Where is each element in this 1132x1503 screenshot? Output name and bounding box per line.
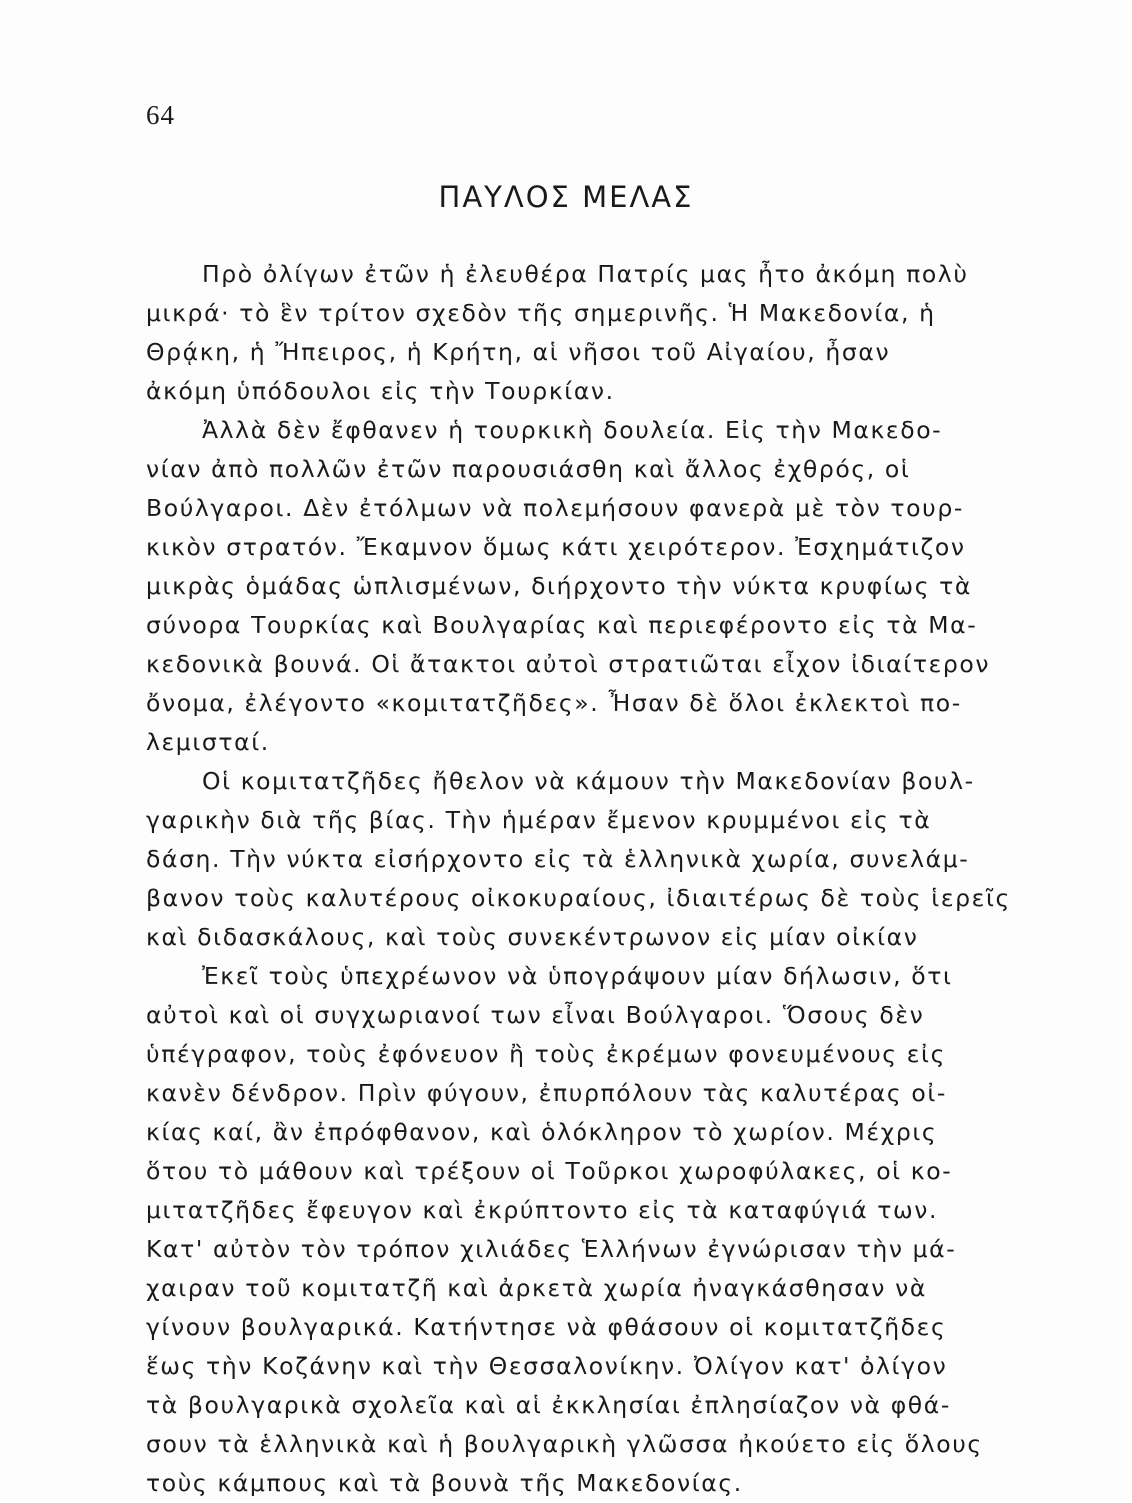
- text-line: Ἀλλὰ δὲν ἔφθανεν ἡ τουρκικὴ δουλεία. Εἰς τὴν Μακεδο-: [202, 416, 943, 444]
- text-line: μικρὰς ὁμάδας ὡπλισμένων, διήρχοντο τὴν νύκτα κρυφίως τὰ: [146, 572, 973, 600]
- text-line: αὐτοὶ καὶ οἱ συγχωριανοί των εἶναι Βούλγαροι. Ὅσους δὲν: [146, 1001, 925, 1029]
- text-line: Ἐκεῖ τοὺς ὑπεχρέωνον νὰ ὑπογράψουν μίαν δήλωσιν, ὅτι: [202, 962, 953, 990]
- text-line: ὑπέγραφον, τοὺς ἐφόνευον ἢ τοὺς ἐκρέμων φονευμένους εἰς: [146, 1040, 946, 1068]
- text-line: νίαν ἀπὸ πολλῶν ἐτῶν παρουσιάσθη καὶ ἄλλος ἐχθρός, οἱ: [146, 455, 911, 483]
- text-line: τὰ βουλγαρικὰ σχολεῖα καὶ αἱ ἐκκλησίαι ἐπλησίαζον νὰ φθά-: [146, 1391, 951, 1419]
- text-line: βανον τοὺς καλυτέρους οἰκοκυραίους, ἰδιαιτέρως δὲ τοὺς ἱερεῖς: [146, 884, 1011, 912]
- text-line: Βούλγαροι. Δὲν ἐτόλμων νὰ πολεμήσουν φανερὰ μὲ τὸν τουρ-: [146, 494, 964, 522]
- text-line: Πρὸ ὀλίγων ἐτῶν ἡ ἐλευθέρα Πατρίς μας ἦτο ἀκόμη πολὺ: [202, 260, 969, 288]
- text-line: δάση. Τὴν νύκτα εἰσήρχοντο εἰς τὰ ἑλληνικὰ χωρία, συνελάμ-: [146, 845, 970, 873]
- body-text: [146, 255, 1096, 1503]
- text-line: ἕως τὴν Κοζάνην καὶ τὴν Θεσσαλονίκην. Ὀλίγον κατ' ὀλίγον: [146, 1352, 948, 1380]
- text-line: σουν τὰ ἑλληνικὰ καὶ ἡ βουλγαρικὴ γλῶσσα ἠκούετο εἰς ὅλους: [146, 1430, 983, 1458]
- text-line: ἀκόμη ὑπόδουλοι εἰς τὴν Τουρκίαν.: [146, 377, 615, 405]
- text-line: γίνουν βουλγαρικά. Κατήντησε νὰ φθάσουν οἱ κομιτατζῆδες: [146, 1313, 947, 1341]
- text-line: χαιραν τοῦ κομιτατζῆ καὶ ἀρκετὰ χωρία ἠναγκάσθησαν νὰ: [146, 1274, 927, 1302]
- text-line: κικὸν στρατόν. Ἔκαμνον ὅμως κάτι χειρότερον. Ἐσχημάτιζον: [146, 533, 966, 561]
- text-line: κεδονικὰ βουνά. Οἱ ἄτακτοι αὐτοὶ στρατιῶται εἶχον ἰδιαίτερον: [146, 650, 991, 678]
- text-line: τοὺς κάμπους καὶ τὰ βουνὰ τῆς Μακεδονίας.: [146, 1469, 743, 1497]
- text-line: σύνορα Τουρκίας καὶ Βουλγαρίας καὶ περιεφέροντο εἰς τὰ Μα-: [146, 611, 978, 639]
- chapter-title: ΠΑΥΛΟΣ ΜΕΛΑΣ: [438, 180, 694, 214]
- text-line: γαρικὴν διὰ τῆς βίας. Τὴν ἡμέραν ἔμενον κρυμμένοι εἰς τὰ: [146, 806, 932, 834]
- text-line: Οἱ κομιτατζῆδες ἤθελον νὰ κάμουν τὴν Μακεδονίαν βουλ-: [202, 767, 975, 795]
- text-line: Θρᾴκη, ἡ Ἤπειρος, ἡ Κρήτη, αἱ νῆσοι τοῦ Αἰγαίου, ἦσαν: [146, 338, 891, 366]
- text-line: ὅτου τὸ μάθουν καὶ τρέξουν οἱ Τοῦρκοι χωροφύλακες, οἱ κο-: [146, 1157, 953, 1185]
- text-line: καὶ διδασκάλους, καὶ τοὺς συνεκέντρωνον εἰς μίαν οἰκίαν: [146, 923, 919, 951]
- text-line: κανὲν δένδρον. Πρὶν φύγουν, ἐπυρπόλουν τὰς καλυτέρας οἰ-: [146, 1079, 947, 1107]
- text-line: ὄνομα, ἐλέγοντο «κομιτατζῆδες». Ἦσαν δὲ ὅλοι ἐκλεκτοὶ πο-: [146, 689, 962, 717]
- text-line: λεμισταί.: [146, 728, 270, 756]
- text-line: Κατ' αὐτὸν τὸν τρόπον χιλιάδες Ἑλλήνων ἐγνώρισαν τὴν μά-: [146, 1235, 957, 1263]
- text-line: μιτατζῆδες ἔφευγον καὶ ἐκρύπτοντο εἰς τὰ καταφύγιά των.: [146, 1196, 939, 1224]
- text-line: κίας καί, ἂν ἐπρόφθανον, καὶ ὁλόκληρον τὸ χωρίον. Μέχρις: [146, 1118, 938, 1146]
- text-line: μικρά· τὸ ἓν τρίτον σχεδὸν τῆς σημερινῆς. Ἡ Μακεδονία, ἡ: [146, 299, 936, 327]
- page-number: 64: [146, 100, 175, 130]
